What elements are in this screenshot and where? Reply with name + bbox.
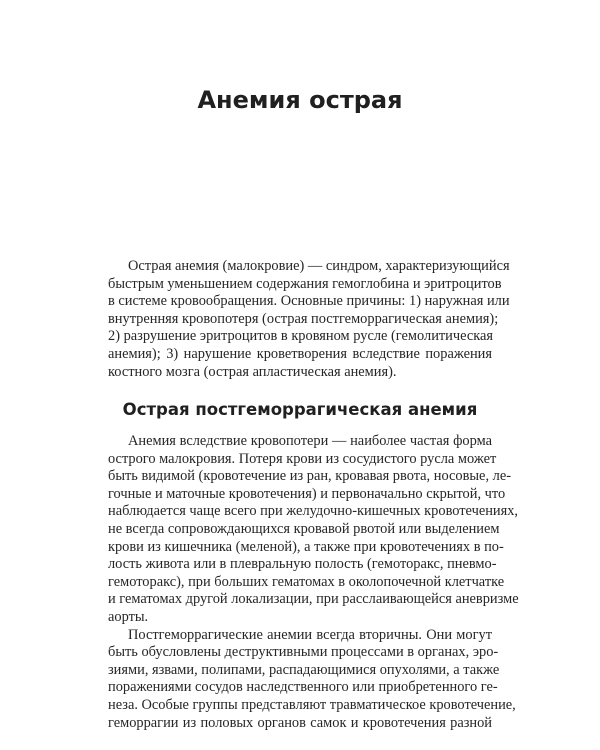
text-line: зиями, язвами, полипами, распадающимися опухолями, а также: [108, 661, 500, 678]
text-line: гемоторакс), при больших гематомах в околопочечной клетчатке: [108, 573, 505, 590]
text-line: гочные и маточные кровотечения) и первоначально скрытой, что: [108, 485, 506, 502]
paragraph: [108, 626, 516, 733]
text-line: быть видимой (кровотечение из ран, кровавая рвота, носовые, ле-: [108, 468, 512, 485]
text-line: внутренняя кровопотеря (острая постгеморрагическая анемия);: [108, 310, 499, 327]
section-title: Острая постгеморрагическая анемия: [122, 400, 478, 419]
text-line: Постгеморрагические анемии всегда вторичны. Они могут: [128, 626, 492, 643]
intro-paragraph: [108, 258, 510, 381]
text-line: аорты.: [108, 608, 149, 625]
section-body: [108, 433, 519, 732]
text-line: быть обусловлены деструктивными процессами в органах, эро-: [108, 644, 499, 661]
text-line: не всегда сопровождающихся кровавой рвотой или выделением: [108, 520, 500, 537]
chapter-title: Анемия острая: [197, 86, 403, 114]
text-line: быстрым уменьшением содержания гемоглобина и эритроцитов: [108, 275, 502, 292]
text-line: костного мозга (острая апластическая анемия).: [108, 363, 397, 380]
text-line: крови из кишечника (меленой), а также при кровотечениях в по-: [108, 538, 504, 555]
text-line: лость живота или в плевральную полость (гемоторакс, пневмо-: [108, 556, 497, 573]
text-line: наблюдается чаще всего при желудочно-кишечных кровотечениях,: [108, 503, 519, 520]
text-line: геморрагии из половых органов самок и кровотечения разной: [108, 714, 492, 731]
text-line: острого малокровия. Потеря крови из сосудистого русла может: [108, 450, 497, 467]
text-line: Анемия вследствие кровопотери — наиболее частая форма: [128, 433, 492, 449]
text-line: в системе кровообращения. Основные причины: 1) наружная или: [108, 293, 510, 310]
paragraph: [108, 433, 519, 627]
text-line: поражениями сосудов наследственного или приобретенного ге-: [108, 679, 498, 696]
text-line: Острая анемия (малокровие) — синдром, характеризующийся: [128, 258, 510, 274]
text-line: неза. Особые группы представляют травматическое кровотечение,: [108, 696, 516, 713]
text-line: и гематомах другой локализации, при расслаивающейся аневризме: [108, 591, 519, 608]
text-line: анемия); 3) нарушение кроветворения вследствие поражения: [108, 345, 492, 362]
text-line: 2) разрушение эритроцитов в кровяном русле (гемолитическая: [108, 328, 494, 345]
